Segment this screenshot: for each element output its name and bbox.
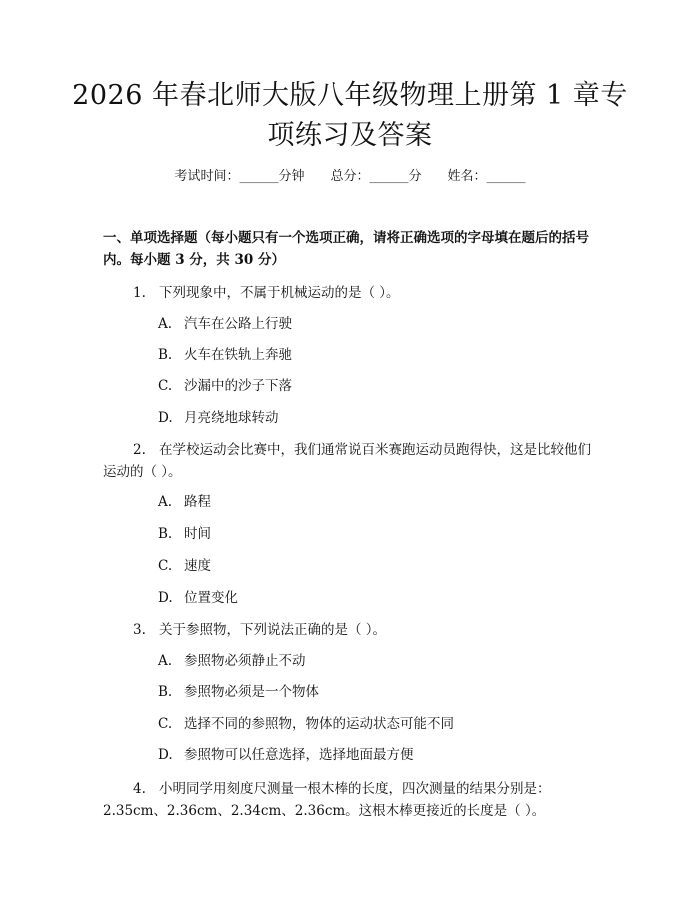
option-1b: [158, 345, 598, 365]
question-4: [103, 778, 603, 822]
option-2a: [158, 492, 598, 512]
question-text: 在学校运动会比赛中，我们通常说百米赛跑运动员跑得快，这是比较他们运动的（ ）。: [103, 442, 591, 480]
option-letter: C.: [158, 378, 173, 394]
page-title: 2026 年春北师大版八年级物理上册第 1 章专项练习及答案: [72, 80, 628, 151]
option-1a: [158, 314, 598, 334]
option-text: 选择不同的参照物，物体的运动状态可能不同: [184, 716, 454, 732]
option-3b: [158, 682, 598, 702]
option-letter: D.: [158, 410, 173, 426]
option-letter: B.: [158, 526, 173, 542]
question-text: 关于参照物，下列说法正确的是（ ）。: [159, 622, 387, 638]
option-letter: D.: [158, 747, 173, 763]
option-text: 参照物必须是一个物体: [184, 684, 319, 700]
question-3: [103, 619, 603, 641]
option-text: 路程: [184, 494, 211, 510]
option-letter: C.: [158, 558, 173, 574]
question-number: 4.: [133, 781, 146, 797]
question-number: 2.: [133, 442, 146, 458]
option-text: 沙漏中的沙子下落: [184, 378, 292, 394]
question-2: [103, 439, 603, 483]
option-letter: B.: [158, 347, 173, 363]
student-name-field: 姓名：______: [447, 169, 526, 184]
option-1c: [158, 376, 598, 396]
option-1d: [158, 408, 598, 428]
option-text: 时间: [184, 526, 211, 542]
question-text: 小明同学用刻度尺测量一根木棒的长度，四次测量的结果分别是：2.35cm、2.36cm、2.34cm、2.36cm。这根木棒更接近的长度是（ ）。: [103, 781, 551, 819]
option-letter: C.: [158, 716, 173, 732]
exam-time-field: 考试时间：______分钟: [174, 169, 305, 184]
option-text: 参照物必须静止不动: [184, 653, 306, 669]
question-1: [103, 282, 603, 304]
option-3a: [158, 651, 598, 671]
option-letter: A.: [158, 494, 173, 510]
option-text: 月亮绕地球转动: [184, 410, 279, 426]
option-text: 速度: [184, 558, 211, 574]
option-3c: [158, 714, 598, 734]
option-letter: A.: [158, 653, 173, 669]
option-text: 汽车在公路上行驶: [184, 316, 292, 332]
option-2c: [158, 556, 598, 576]
option-text: 火车在铁轨上奔驰: [184, 347, 292, 363]
option-letter: A.: [158, 316, 173, 332]
option-2b: [158, 524, 598, 544]
total-score-field: 总分：______分: [330, 169, 422, 184]
option-text: 位置变化: [184, 590, 238, 606]
option-letter: D.: [158, 590, 173, 606]
option-2d: [158, 588, 598, 608]
question-text: 下列现象中，不属于机械运动的是（ ）。: [159, 285, 400, 301]
option-letter: B.: [158, 684, 173, 700]
option-3d: [158, 745, 598, 765]
question-number: 1.: [133, 285, 146, 301]
question-number: 3.: [133, 622, 146, 638]
section-heading: 一、单项选择题（每小题只有一个选项正确，请将正确选项的字母填在题后的括号内。每小题 3 分，共 30 分）: [103, 230, 589, 268]
exam-meta: [0, 167, 700, 187]
option-text: 参照物可以任意选择，选择地面最方便: [184, 747, 414, 763]
